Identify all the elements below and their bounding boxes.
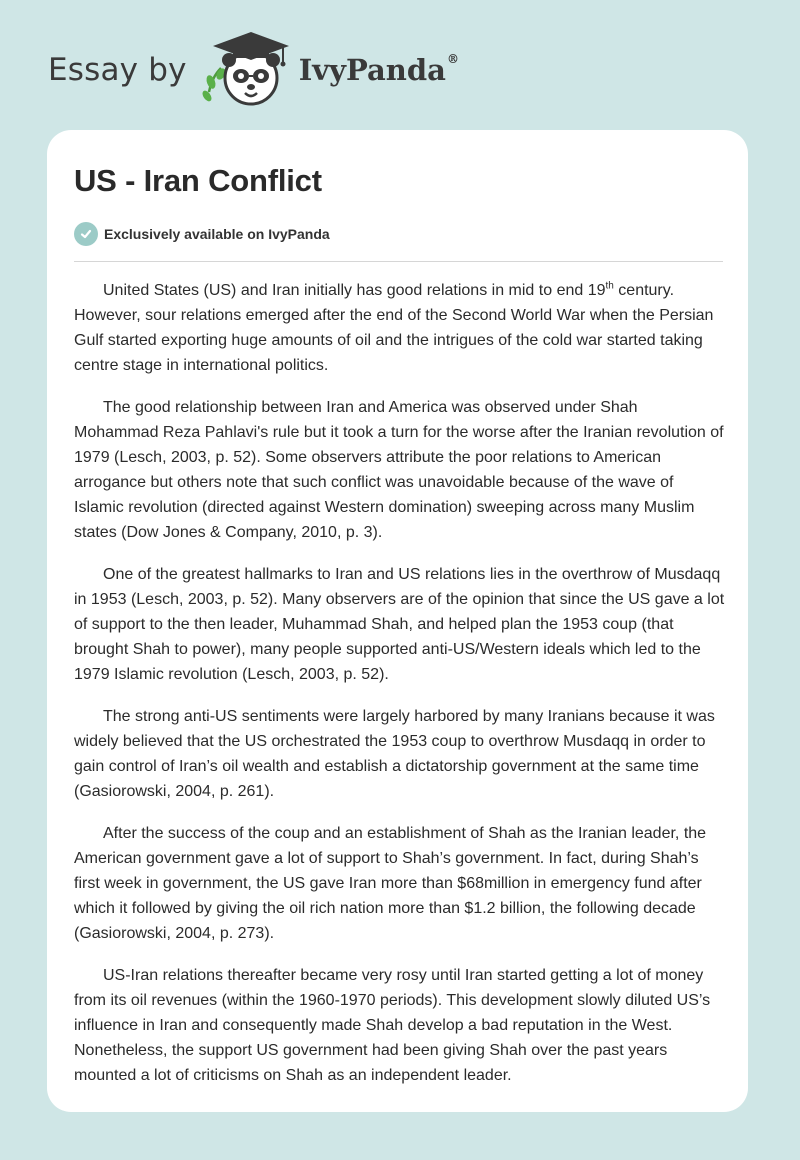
article-card (47, 130, 748, 1112)
panda-graduate-icon (201, 30, 293, 110)
divider (74, 261, 723, 262)
paragraph: The good relationship between Iran and America was observed under Shah Mohammad Reza Pahlavi's rule but it took a turn for the worse after the Iranian revolution of 1979 (Lesch, 2003, p. 52). Some observers attribute the poor relations to American arrogance but others note that such conflict was unavoidable because of the wave of Islamic revolution (directed against Western domination) sweeping across many Muslim states (Dow Jones & Company, 2010, p. 3). (74, 399, 724, 541)
paragraph: US-Iran relations thereafter became very rosy until Iran started getting a lot of money from its oil revenues (within the 1960-1970 periods). This development slowly diluted US’s influence in Iran and consequently made Shah develop a bad reputation in the West. Nonetheless, the support US government had been giving Shah over the past years mounted a lot of criticisms on Shah as an independent leader. (74, 967, 711, 1084)
paragraph (74, 278, 726, 378)
superscript: th (605, 280, 614, 292)
paragraph-text: century. However, sour relations emerged after the end of the Second World War when the Persian Gulf started exporting huge amounts of oil and the intrigues of the cold war started taking centre stage in international politics. (74, 282, 714, 374)
paragraph: One of the greatest hallmarks to Iran and US relations lies in the overthrow of Musdaqq in 1953 (Lesch, 2003, p. 52). Many observers are of the opinion that since the US gave a lot of support to the then leader, Muhammad Shah, and helped plan the 1953 coup (that brought Shah to power), many people supported anti-US/Western ideals which led to the 1979 Islamic revolution (Lesch, 2003, p. 52). (74, 566, 725, 683)
page-title: US - Iran Conflict (74, 163, 322, 198)
check-icon (74, 222, 98, 246)
exclusive-badge (74, 222, 330, 246)
site-header (48, 30, 459, 110)
paragraph: After the success of the coup and an establishment of Shah as the Iranian leader, the American government gave a lot of support to Shah’s government. In fact, during Shah’s first week in government, the US gave Iran more than $68million in emergency fund after which it followed by giving the oil rich nation more than $1.2 billion, the following decade (Gasiorowski, 2004, p. 273). (74, 825, 707, 942)
paragraph: The strong anti-US sentiments were largely harbored by many Iranians because it was widely believed that the US orchestrated the 1953 coup to overthrow Musdaqq in order to gain control of Iran’s oil wealth and establish a dictatorship government at the same time (Gasiorowski, 2004, p. 261). (74, 708, 715, 800)
essay-by-label: Essay by (48, 52, 187, 88)
article-body (74, 278, 726, 1105)
registered-mark: ® (446, 52, 459, 67)
badge-label: Exclusively available on IvyPanda (104, 226, 330, 242)
brand-text: IvyPanda (298, 53, 446, 87)
brand-name[interactable] (299, 53, 459, 87)
paragraph-text: United States (US) and Iran initially has good relations in mid to end 19 (103, 282, 606, 299)
